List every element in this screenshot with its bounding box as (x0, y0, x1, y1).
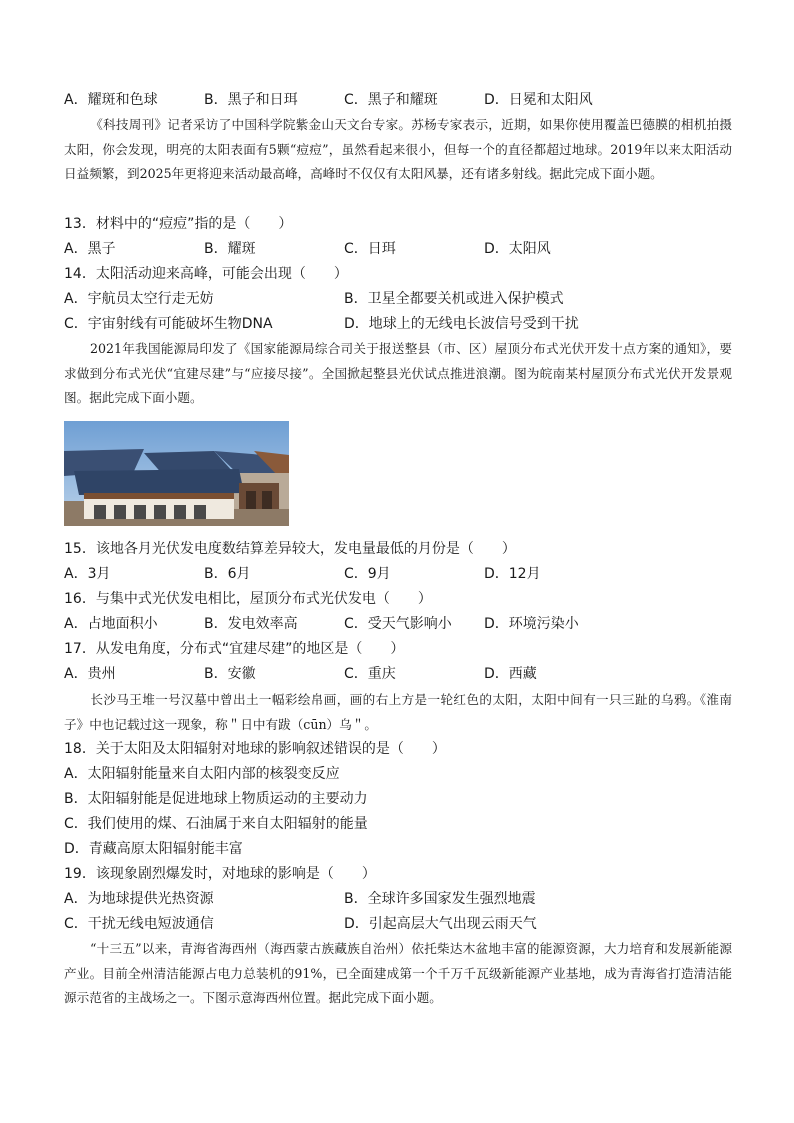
q12-option-c: C．黑子和耀斑 (344, 92, 438, 108)
q14-option-a: A．宇航员太空行走无妨 (64, 291, 214, 307)
rooftop-solar-village-photo (64, 421, 289, 526)
q15-option-b: B．6月 (204, 566, 251, 582)
q15-option-c: C．9月 (344, 566, 391, 582)
q18-option-b: B．太阳辐射能是促进地球上物质运动的主要动力 (64, 791, 368, 807)
passage-mawangdui (64, 688, 732, 737)
q16-option-c: C．受天气影响小 (344, 616, 452, 632)
q17-option-a: A．贵州 (64, 666, 116, 682)
q16-option-b: B．发电效率高 (204, 616, 298, 632)
q16-stem: 16．与集中式光伏发电相比，屋顶分布式光伏发电（ ） (64, 591, 432, 607)
passage-solar-activity (64, 113, 732, 187)
passage-text: 长沙马王堆一号汉墓中曾出土一幅彩绘帛画，画的右上方是一轮红色的太阳，太阳中间有一只三趾的乌鸦。《淮南子》中也记载过这一现象，称＂日中有跋（cūn）乌＂。 (64, 692, 732, 732)
q15-option-d: D．12月 (484, 566, 541, 582)
q13-option-a: A．黑子 (64, 241, 116, 257)
q19-option-a: A．为地球提供光热资源 (64, 891, 214, 907)
passage-text: 《科技周刊》记者采访了中国科学院紫金山天文台专家。苏杨专家表示，近期，如果你使用覆盖巴德膜的相机拍摄太阳，你会发现，明亮的太阳表面有5颗“痘痘”，虽然看起来很小，但每一个的直径都超过地球。2019年以来太阳活动日益频繁，到2025年更将迎来活动最高峰，高峰时不仅仅有太阳风暴，还有诸多射线。据此完成下面小题。 (64, 117, 732, 181)
q12-option-a: A．耀斑和色球 (64, 92, 158, 108)
q17-stem: 17．从发电角度，分布式“宜建尽建”的地区是（ ） (64, 641, 405, 657)
q16-option-d: D．环境污染小 (484, 616, 579, 632)
q15-stem: 15．该地各月光伏发电度数结算差异较大，发电量最低的月份是（ ） (64, 541, 516, 557)
q14-stem: 14．太阳活动迎来高峰，可能会出现（ ） (64, 266, 348, 282)
q17-option-b: B．安徽 (204, 666, 256, 682)
q19-option-c: C．干扰无线电短波通信 (64, 916, 214, 932)
q14-option-d: D．地球上的无线电长波信号受到干扰 (344, 316, 579, 332)
passage-text: 2021年我国能源局印发了《国家能源局综合司关于报送整县（市、区）屋顶分布式光伏开发十点方案的通知》，要求做到分布式光伏“宜建尽建”与“应接尽接”。全国掀起整县光伏试点推进浪潮。图为皖南某村屋顶分布式光伏开发景观图。据此完成下面小题。 (64, 341, 732, 405)
q18-stem: 18．关于太阳及太阳辐射对地球的影响叙述错误的是（ ） (64, 741, 446, 757)
q19-option-b: B．全球许多国家发生强烈地震 (344, 891, 536, 907)
q18-option-d: D．青藏高原太阳辐射能丰富 (64, 841, 243, 857)
q12-option-b: B．黑子和日珥 (204, 92, 298, 108)
photo-illustration (64, 421, 289, 526)
q18-option-a: A．太阳辐射能量来自太阳内部的核裂变反应 (64, 766, 340, 782)
q16-option-a: A．占地面积小 (64, 616, 158, 632)
passage-solar-pv (64, 337, 732, 411)
q14-option-c: C．宇宙射线有可能破坏生物DNA (64, 316, 273, 332)
q12-option-d: D．日冕和太阳风 (484, 92, 593, 108)
q14-option-b: B．卫星全都要关机或进入保护模式 (344, 291, 564, 307)
passage-haixi (64, 937, 732, 1011)
q13-option-d: D．太阳风 (484, 241, 551, 257)
passage-text: “十三五”以来，青海省海西州（海西蒙古族藏族自治州）依托柴达木盆地丰富的能源资源，大力培育和发展新能源产业。目前全州清洁能源占电力总装机的91%，已全面建成第一个千万千瓦级新能源产业基地，成为青海省打造清洁能源示范省的主战场之一。下图示意海西州位置。据此完成下面小题。 (64, 941, 732, 1005)
q18-option-c: C．我们使用的煤、石油属于来自太阳辐射的能量 (64, 816, 368, 832)
q13-option-c: C．日珥 (344, 241, 396, 257)
q13-option-b: B．耀斑 (204, 241, 256, 257)
q19-option-d: D．引起高层大气出现云雨天气 (344, 916, 537, 932)
q17-option-d: D．西藏 (484, 666, 537, 682)
q13-stem: 13．材料中的“痘痘”指的是（ ） (64, 216, 293, 232)
q17-option-c: C．重庆 (344, 666, 396, 682)
q19-stem: 19．该现象剧烈爆发时，对地球的影响是（ ） (64, 866, 376, 882)
q15-option-a: A．3月 (64, 566, 111, 582)
